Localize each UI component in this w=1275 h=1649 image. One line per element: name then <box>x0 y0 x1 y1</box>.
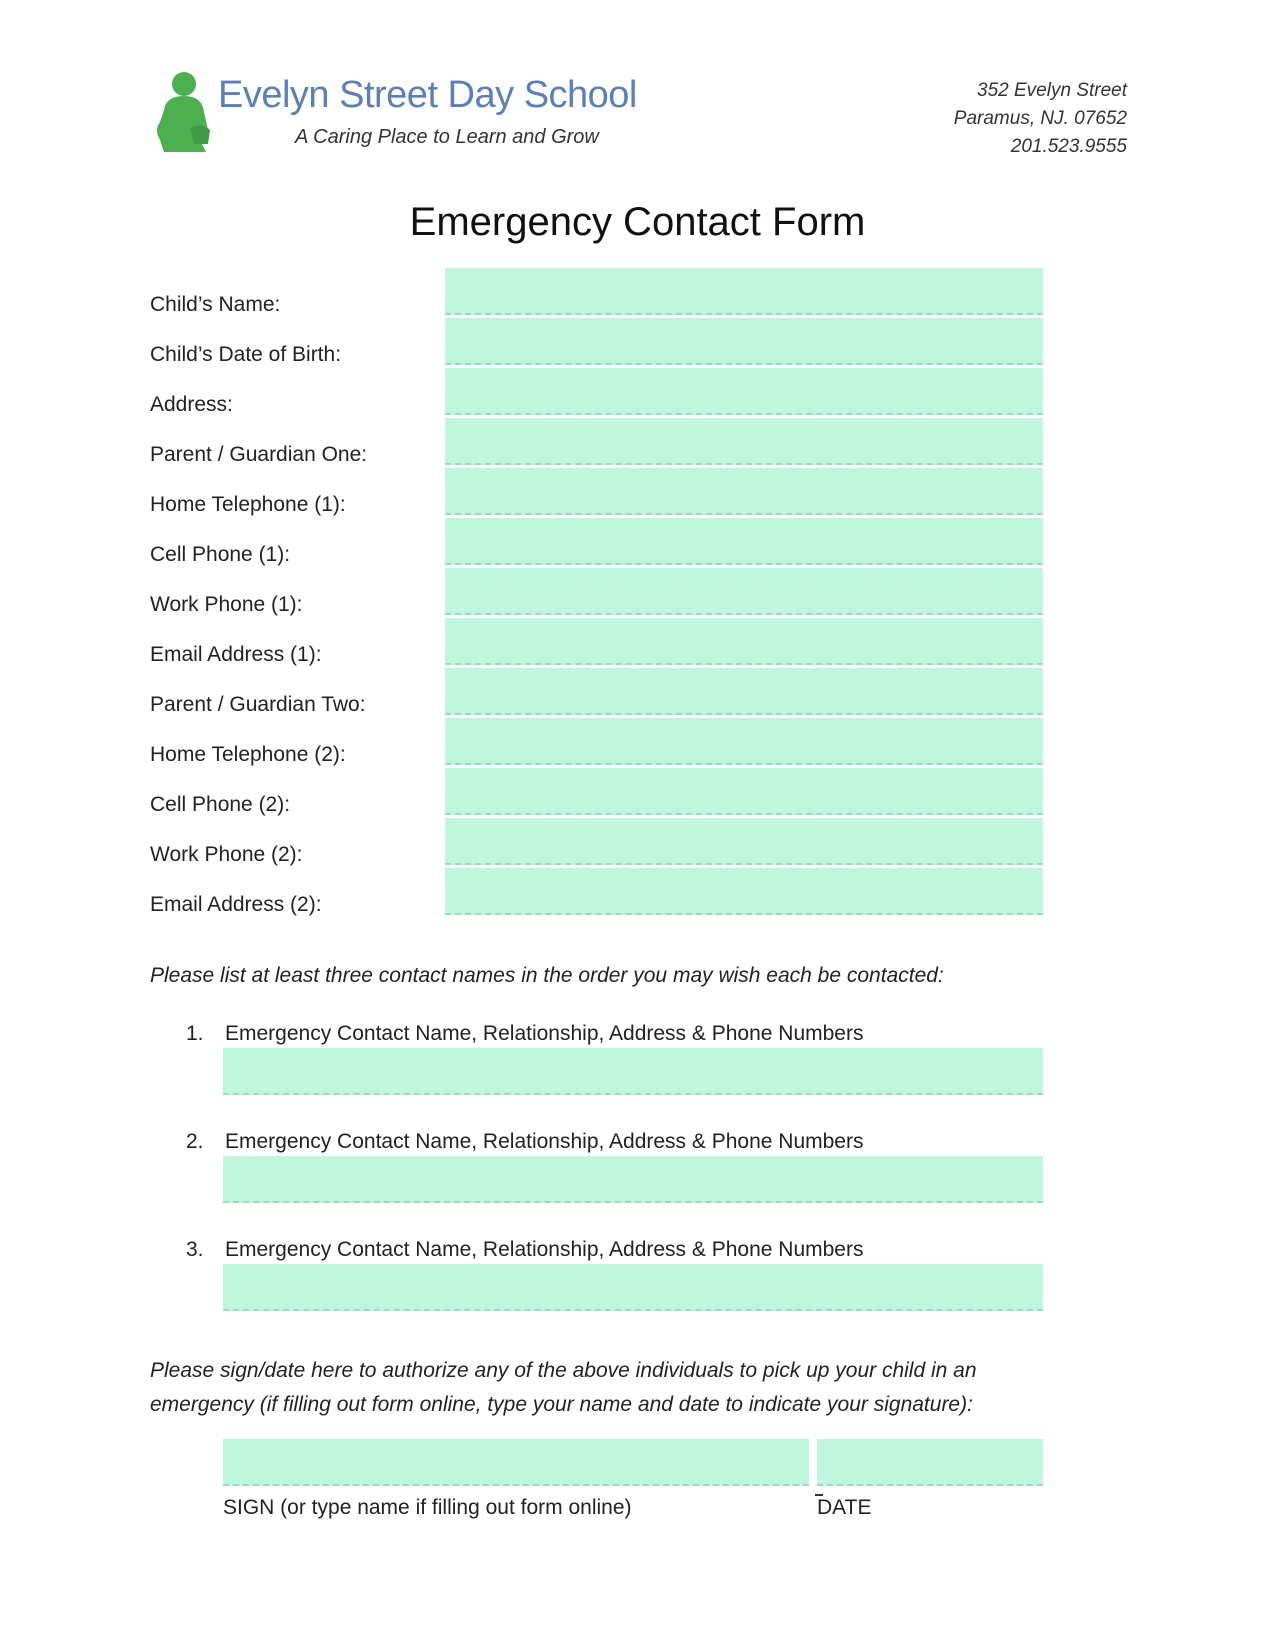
address-city: Paramus, NJ. 07652 <box>953 108 1127 129</box>
work-phone-1-field[interactable] <box>445 568 1043 615</box>
field-label-work-phone-1: Work Phone (1): <box>150 593 303 616</box>
cell-phone-1-field[interactable] <box>445 518 1043 565</box>
signature-intro <box>150 1354 977 1422</box>
page-title: Emergency Contact Form <box>409 200 866 244</box>
field-label-cell-phone-1: Cell Phone (1): <box>150 543 291 566</box>
childs-dob-field[interactable] <box>445 318 1043 365</box>
field-label-guardian-two: Parent / Guardian Two: <box>150 693 366 716</box>
field-label-home-telephone-2: Home Telephone (2): <box>150 743 346 766</box>
contact-label: Emergency Contact Name, Relationship, Address & Phone Numbers <box>225 1238 864 1261</box>
contact-label: Emergency Contact Name, Relationship, Address & Phone Numbers <box>225 1130 864 1153</box>
signature-intro-line-1: Please sign/date here to authorize any of the above individuals to pick up your child in an <box>150 1359 977 1382</box>
field-label-address: Address: <box>150 393 233 416</box>
school-address <box>954 77 1127 161</box>
contact-number: 3. <box>186 1238 204 1261</box>
childs-name-field[interactable] <box>445 268 1043 315</box>
date-field[interactable] <box>817 1439 1043 1486</box>
home-telephone-1-field[interactable] <box>445 468 1043 515</box>
signature-field[interactable] <box>223 1439 809 1486</box>
field-label-work-phone-2: Work Phone (2): <box>150 843 303 866</box>
field-label-email-2: Email Address (2): <box>150 893 322 916</box>
child-silhouette-icon <box>150 70 218 154</box>
emergency-contact-2-field[interactable] <box>223 1156 1043 1203</box>
guardian-two-field[interactable] <box>445 668 1043 715</box>
address-phone: 201.523.9555 <box>1010 136 1127 157</box>
email-2-field[interactable] <box>445 868 1043 915</box>
email-1-field[interactable] <box>445 618 1043 665</box>
contacts-intro: Please list at least three contact names in the order you may wish each be contacted: <box>150 964 944 987</box>
field-label-cell-phone-2: Cell Phone (2): <box>150 793 291 816</box>
field-label-childs-dob: Child’s Date of Birth: <box>150 343 342 366</box>
school-logo <box>150 68 670 158</box>
school-tagline: A Caring Place to Learn and Grow <box>295 126 599 148</box>
field-label-guardian-one: Parent / Guardian One: <box>150 443 368 466</box>
cell-phone-2-field[interactable] <box>445 768 1043 815</box>
work-phone-2-field[interactable] <box>445 818 1043 865</box>
sign-caption: SIGN (or type name if filling out form online) <box>223 1496 632 1519</box>
field-label-email-1: Email Address (1): <box>150 643 322 666</box>
school-name: Evelyn Street Day School <box>218 74 637 116</box>
address-field[interactable] <box>445 368 1043 415</box>
address-street: 352 Evelyn Street <box>977 80 1127 101</box>
field-label-childs-name: Child’s Name: <box>150 293 281 316</box>
date-caption: DATE <box>817 1496 872 1519</box>
signature-intro-line-2: emergency (if filling out form online, type your name and date to indicate your signature): <box>150 1393 973 1416</box>
contact-number: 2. <box>186 1130 204 1153</box>
contact-label: Emergency Contact Name, Relationship, Address & Phone Numbers <box>225 1022 864 1045</box>
home-telephone-2-field[interactable] <box>445 718 1043 765</box>
contact-number: 1. <box>186 1022 204 1045</box>
guardian-one-field[interactable] <box>445 418 1043 465</box>
emergency-contact-1-field[interactable] <box>223 1048 1043 1095</box>
field-label-home-telephone-1: Home Telephone (1): <box>150 493 346 516</box>
emergency-contact-3-field[interactable] <box>223 1264 1043 1311</box>
